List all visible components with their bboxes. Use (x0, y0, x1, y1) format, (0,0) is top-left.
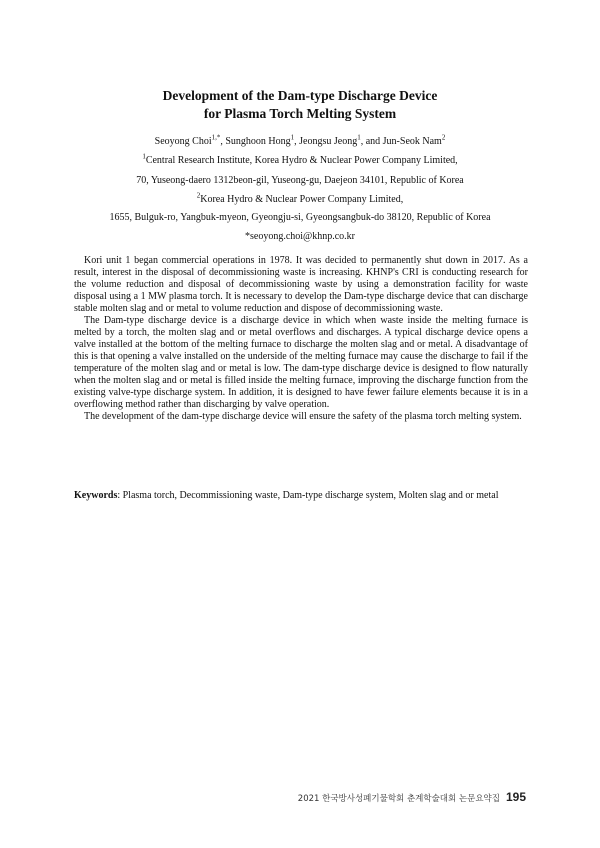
proceedings-title: 2021 한국방사성폐기물학회 춘계학술대회 논문요약집 (297, 794, 500, 804)
author-name: , Sunghoon Hong (220, 136, 291, 147)
affiliation-1-address: 70, Yuseong-daero 1312beon-gil, Yuseong-gu, Daejeon 34101, Republic of Korea (136, 175, 464, 186)
affiliation-superscript: 2 (196, 191, 201, 200)
author-superscript: 2 (441, 133, 446, 142)
affiliation-2-name (0, 193, 600, 206)
affiliation-text: Central Research Institute, Korea Hydro & Nuclear Power Company Limited, (145, 155, 458, 166)
affiliation-2-address: 1655, Bulguk-ro, Yangbuk-myeon, Gyeongju-si, Gyeongsangbuk-do 38120, Republic of Korea (109, 212, 491, 223)
keywords-label: Keywords (74, 490, 118, 501)
paper-title-line-1: Development of the Dam-type Discharge Device (162, 88, 438, 103)
keywords-text: : Plasma torch, Decommissioning waste, Dam-type discharge system, Molten slag and or metal (117, 490, 499, 501)
author-superscript: 1,* (211, 133, 221, 142)
abstract-paragraph-2: The Dam-type discharge device is a discharge device in which when waste inside the melting furnace is melted by a torch, the molten slag and or metal overflows and discharges. A typical discharge device opens a valve installed at the bottom of the melting furnace to discharge the molten slag and or metal. A disadvantage of this is that opening a valve installed on the underside of the melting furnace may cause the discharge to fail if the temperature of the molten slag and or metal is low. The dam-type discharge device is designed to flow naturally when the molten slag and or metal is filled inside the melting furnace, improving the discharge function from the existing valve-type discharge system. In addition, it is designed to have fewer failure elements because it is in a overflowing method rather than discharging by valve operation. (74, 315, 528, 410)
affiliation-superscript: 1 (142, 152, 146, 161)
abstract-paragraph-3: The development of the dam-type discharge device will ensure the safety of the plasma torch melting system. (84, 411, 522, 422)
author-name: Seoyong Choi (154, 136, 212, 147)
author-superscript: 1 (357, 133, 361, 142)
author-name: , Jeongsu Jeong (294, 136, 358, 147)
corresponding-email: *seoyong.choi@khnp.co.kr (244, 231, 356, 242)
page-footer (298, 790, 526, 804)
keywords-section (74, 489, 528, 502)
abstract-paragraph-1: Kori unit 1 began commercial operations in 1978. It was decided to permanently shut down in 2017. As a result, interest in the disposal of decommissioning waste is increasing. KHNP's CRI is conducting research for the volume reduction and disposal of decommissioning waste by using a demonstration facility for waste disposal using a 1 MW plasma torch. It is necessary to develop the Dam-type discharge device that can discharge stable molten slag and or metal to volume reduction and dispose of decommissioning waste. (74, 255, 528, 314)
author-name: , and Jun-Seok Nam (360, 136, 442, 147)
paper-title-line-2: for Plasma Torch Melting System (203, 106, 397, 121)
author-list (0, 135, 600, 148)
abstract-body (74, 255, 528, 423)
affiliation-text: Korea Hydro & Nuclear Power Company Limited, (200, 194, 404, 205)
affiliation-1-name (0, 154, 600, 167)
page-number: 195 (505, 790, 526, 804)
author-superscript: 1 (290, 133, 295, 142)
